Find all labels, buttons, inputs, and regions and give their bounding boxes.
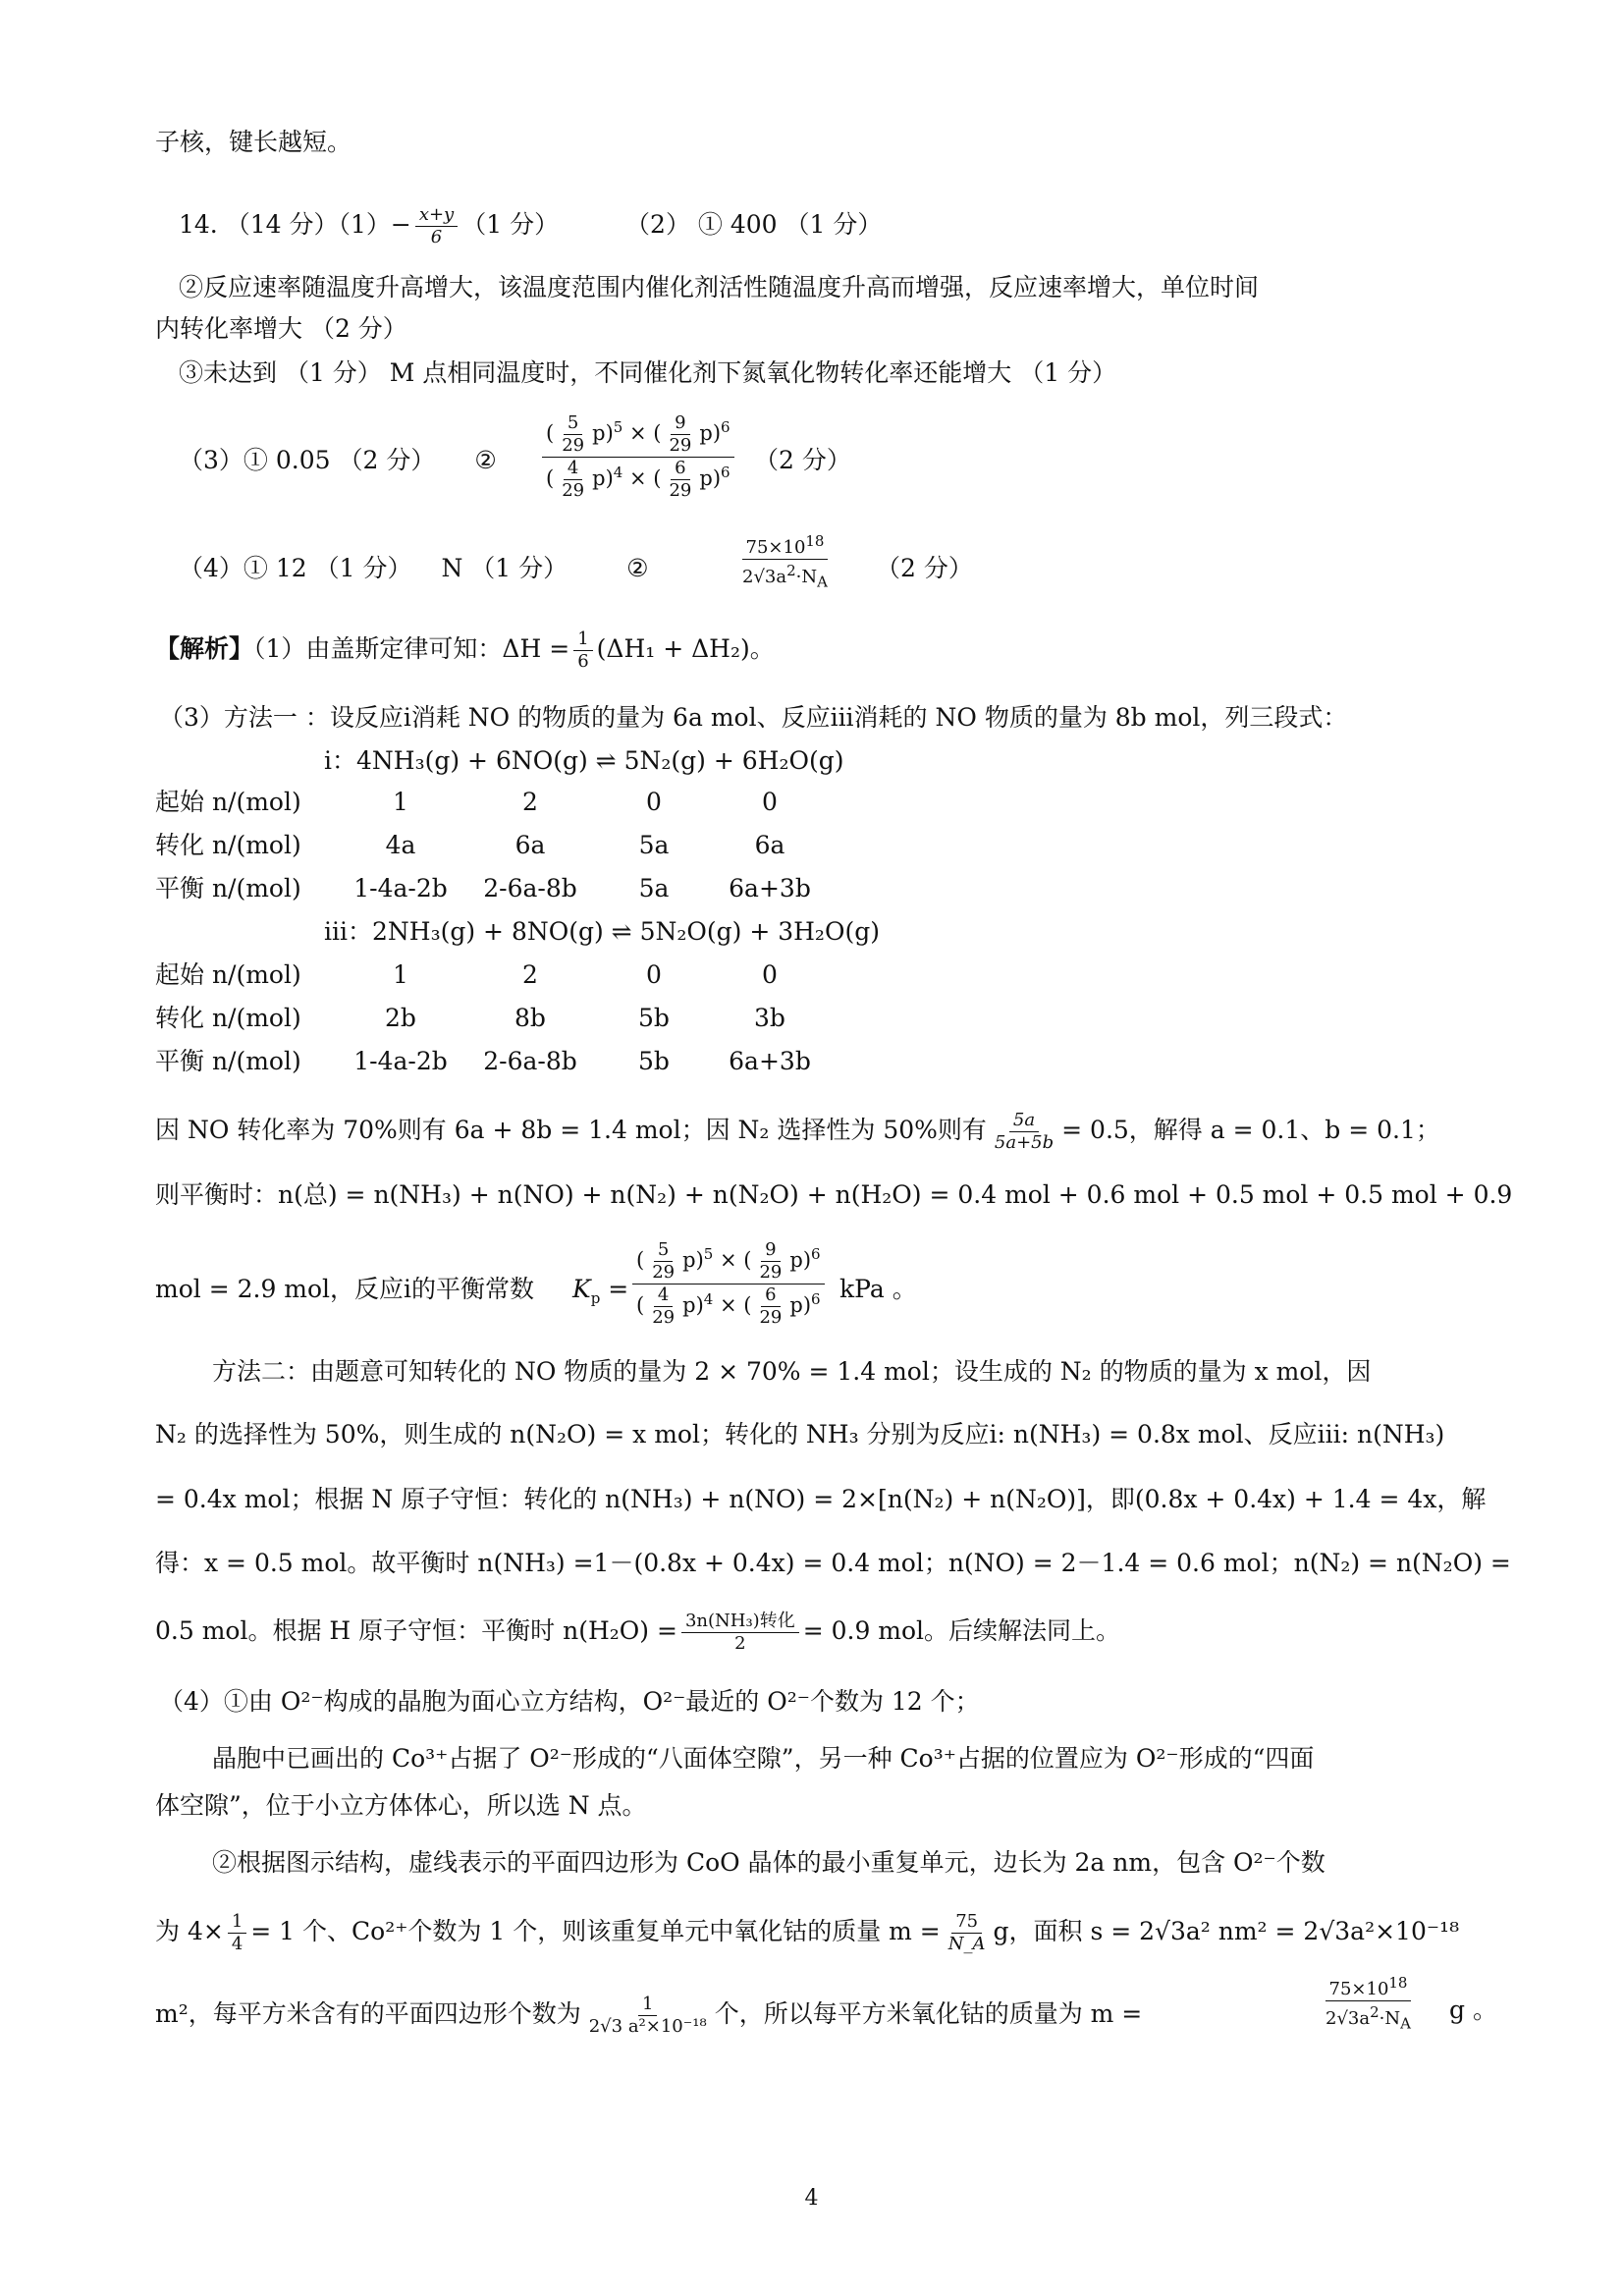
text-line: 得：x = 0.5 mol。故平衡时 n(NH₃) =1－(0.8x + 0.4x) = 0.4 mol；n(NO) = 2－1.4 = 0.6 mol；n(N₂) = n(N₂O) = [155, 1549, 1511, 1577]
table-cell: 5b [638, 1047, 670, 1075]
text-line: = 0.4x mol；根据 N 原子守恒：转化的 n(NH₃) + n(NO) = 2×[n(N₂) + n(N₂O)]，即(0.8x + 0.4x) + 1.4 = 4x，解 [155, 1485, 1487, 1513]
fraction: $\frac{x+y}{6}$ [415, 204, 458, 248]
table-cell: 1 [393, 788, 408, 816]
text-line: ②根据图示结构，虚线表示的平面四边形为 CoO 晶体的最小重复单元，边长为 2a nm，包含 O²⁻个数 [212, 1848, 1325, 1877]
mass-fraction-2: $\frac{75\times 10^{18}}{2√3a^2\cdot N_A}$ [1325, 1974, 1411, 2033]
text-line: （4）①由 O²⁻构成的晶胞为面心立方结构，O²⁻最近的 O²⁻个数为 12 个； [159, 1687, 980, 1716]
fraction: $\frac{1}{6}$ [573, 629, 592, 673]
fraction: $\frac{\text{3n(NH₃)转化}}{2}$ [681, 1611, 799, 1655]
table-cell: 2-6a-8b [483, 874, 577, 902]
score: （2 分） [876, 554, 973, 582]
table-row-label: 转化 n/(mol) [155, 831, 301, 859]
text-line: ③未达到 （1 分） M 点相同温度时，不同催化剂下氮氧化物转化率还能增大 （1 分） [179, 358, 1117, 387]
kp-fraction: ( $\frac{5}{29}$ p)$^5$ × ( $\frac{9}{29}$ p)$^6$ ( $\frac{4}{29}$ p)$^4$ × ( $\frac{6}{29}$ p)$^6$ [542, 412, 734, 502]
text-line: （3）方法一 ：设反应i消耗 NO 的物质的量为 6a mol、反应iii消耗的 NO 物质的量为 8b mol，列三段式： [159, 703, 1348, 732]
text-line: 体空隙”，位于小立方体体心，所以选 N 点。 [155, 1791, 647, 1820]
text-line: 子核，键长越短。 [155, 128, 352, 156]
fraction: $\frac{75}{N\_A}$ [947, 1911, 986, 1954]
table-cell: 0 [762, 960, 778, 989]
text-line: ②反应速率随温度升高增大，该温度范围内催化剂活性随温度升高而增强，反应速率增大，单位时间 [179, 273, 1260, 301]
conversion-line: 因 NO 转化率为 70%则有 6a + 8b = 1.4 mol；因 N₂ 选择性为 50%则有 $\frac{5a}{5a+5b}$ = 0.5，解得 a = 0.1、b = 0.1； [155, 1110, 1440, 1153]
table-cell: 0 [646, 960, 662, 989]
table-cell: 5a [638, 874, 670, 902]
fraction: $\frac{1}{\text{2√3 a²×10⁻¹⁸}}$ [588, 1994, 707, 2037]
text-line: 0.5 mol。根据 H 原子守恒：平衡时 n(H₂O) = $\frac{\text{3n(NH₃)转化}}{2}$ = 0.9 mol。后续解法同上。 [155, 1611, 1121, 1654]
mass-fraction: $\frac{75\times 10^{18}}{2√3a^2\cdot N_A}$ [742, 532, 828, 591]
text-line: 方法二：由题意可知转化的 NO 物质的量为 2 × 70% = 1.4 mol；设生成的 N₂ 的物质的量为 x mol，因 [212, 1357, 1372, 1386]
document-page: 子核，键长越短。 14. （14 分）（1）− $\frac{x+y}{6}$ （1 分） （2） ① 400 （1 分） ②反应速率随温度升高增大，该温度范围内催化剂活性随温度升高而增强，反应速率增大，单位时间 内转化率增大 （2 分） ③未达到 （1 分） M 点相同温度时，不同催化剂下氮氧化物转化率还能增大 （1 分） （3）① 0.05 （2 分） ② ( $\frac{5}{29}$ p)$^5$ × ( $\frac{9}{29}$ p)$^6$ ( $\frac{4}{29}$ p)$^4$ × ( $\frac{6}{29}$ p)$^6$ （2 分） （4）① 12 （1 分） N （1 分） ② $\frac{75\times 10^{18}}{2√3a^2\cdot N_A}$ （2 分） 【解析】（1）由盖斯定律可知：ΔH = $\frac{1}{6}$ (ΔH₁ + ΔH₂)。 （3）方法一 ：设反应i消耗 NO 的物质的量为 6a mol、反应iii消耗的 NO 物质的量为 8b mol，列三段式： i：4NH₃(g) + 6NO(g) ⇌ 5N₂(g) + 6H₂O(g) 起始 n/(mol) 1 2 0 0 转化 n/(mol) 4a 6a 5a 6a 平衡 n/(mol) 1-4a-2b 2-6a-8b 5a 6a+3b iii：2NH₃(g) + 8NO(g) ⇌ 5N₂O(g) + 3H₂O(g) 起始 n/(mol) 1 2 0 0 转化 n/(mol) 2b 8b 5b 3b 平衡 n/(mol) 1-4a-2b 2-6a-8b 5b 6a+3b 因 NO 转化率为 70%则有 6a + 8b = 1.4 mol；因 N₂ 选择性为 50%则有 $\frac{5a}{5a+5b}$ = 0.5，解得 a = 0.1、b = 0.1； 则平衡时：n(总) = n(NH₃) + n(NO) + n(N₂) + n(N₂O) + n(H₂O) = 0.4 mol + 0.6 mol + 0.5 mol + 0.5 mol + 0.9 mol = 2.9 mol，反应i的平衡常数 $K_p$ = ( $\frac{5}{29}$ p)$^5$ × ( $\frac{9}{29}$ p)$^6$ ( $\frac{4}{29}$ p)$^4$ × ( $\frac{6}{29}$ p)$^6$ kPa 。 方法二：由题意可知转化的 NO 物质的量为 2 × 70% = 1.4 mol；设生成的 N₂ 的物质的量为 x mol，因 N₂ 的选择性为 50%，则生成的 n(N₂O) = x mol；转化的 NH₃ 分别为反应i: n(NH₃) = 0.8x mol、反应iii: n(NH₃) = 0.4x mol；根据 N 原子守恒：转化的 n(NH₃) + n(NO) = 2×[n(N₂) + n(N₂O)]，即(0.8x + 0.4x) + 1.4 = 4x，解 得：x = 0.5 mol。故平衡时 n(NH₃) =1－(0.8x + 0.4x) = 0.4 mol；n(NO) = 2－1.4 = 0.6 mol；n(N₂) = n(N₂O) = 0.5 mol。根据 H 原子守恒：平衡时 n(H₂O) = $\frac{\text{3n(NH₃)转化}}{2}$ = 0.9 mol。后续解法同上。 （4）①由 O²⁻构成的晶胞为面心立方结构，O²⁻最近的 O²⁻个数为 12 个； 晶胞中已画出的 Co³⁺占据了 O²⁻形成的“八面体空隙”，另一种 Co³⁺占据的位置应为 O²⁻形成的“四面 体空隙”，位于小立方体体心，所以选 N 点。 ②根据图示结构，虚线表示的平面四边形为 CoO 晶体的最小重复单元，边长为 2a nm，包含 O²⁻个数 为 4× $\frac{1}{4}$ = 1 个、Co²⁺个数为 1 个，则该重复单元中氧化钴的质量 m = $\frac{75}{N\_A}$ g，面积 s = 2√3a² nm² = 2√3a²×10⁻¹⁸ m²，每平方米含有的平面四边形个数为 $\frac{1}{\text{2√3 a²×10⁻¹⁸}}$ 个，所以每平方米氧化钴的质量为 m = $\frac{75\times 10^{18}}{2√3a^2\cdot N_A}$ g 。 4 [0, 0, 1623, 2296]
kp-line: mol = 2.9 mol，反应i的平衡常数 [155, 1275, 535, 1303]
page-number: 4 [804, 2186, 819, 2211]
question-14-header: 14. （14 分）（1）− $\frac{x+y}{6}$ （1 分） （2） ① 400 （1 分） [179, 204, 883, 247]
table-cell: 2b [385, 1004, 416, 1032]
score: （2 分） [754, 446, 851, 474]
table-cell: 3b [754, 1004, 785, 1032]
table-cell: 8b [514, 1004, 546, 1032]
table-cell: 2-6a-8b [483, 1047, 577, 1075]
table-cell: 2 [522, 960, 538, 989]
text-line: 则平衡时：n(总) = n(NH₃) + n(NO) + n(N₂) + n(N₂O) + n(H₂O) = 0.4 mol + 0.6 mol + 0.5 mol + 0.5 mol + 0.9 [155, 1180, 1513, 1209]
table-cell: 6a [754, 831, 785, 859]
table-cell: 0 [762, 788, 778, 816]
text-line: N₂ 的选择性为 50%，则生成的 n(N₂O) = x mol；转化的 NH₃ 分别为反应i: n(NH₃) = 0.8x mol、反应iii: n(NH₃) [155, 1420, 1445, 1449]
text-line: 为 4× $\frac{1}{4}$ = 1 个、Co²⁺个数为 1 个，则该重复单元中氧化钴的质量 m = $\frac{75}{N\_A}$ g，面积 s = 2√3a² nm² = 2√3a²×10⁻¹⁸ [155, 1911, 1460, 1954]
text-line: 晶胞中已画出的 Co³⁺占据了 O²⁻形成的“八面体空隙”，另一种 Co³⁺占据的位置应为 O²⁻形成的“四面 [212, 1744, 1315, 1773]
table-cell: 2 [522, 788, 538, 816]
table-cell: 6a+3b [729, 1047, 811, 1075]
answer-3: （3）① 0.05 （2 分） ② [179, 446, 497, 474]
table-row-label: 转化 n/(mol) [155, 1004, 301, 1032]
answer-4: （4）① 12 （1 分） N （1 分） ② [179, 554, 649, 582]
table-cell: 4a [385, 831, 416, 859]
text-line: m²，每平方米含有的平面四边形个数为 $\frac{1}{\text{2√3 a²×10⁻¹⁸}}$ 个，所以每平方米氧化钴的质量为 m = [155, 1994, 1143, 2037]
fraction: $\frac{1}{4}$ [228, 1911, 246, 1955]
analysis-1: 【解析】（1）由盖斯定律可知：ΔH = $\frac{1}{6}$ (ΔH₁ + ΔH₂)。 [155, 629, 775, 672]
reaction-i: i：4NH₃(g) + 6NO(g) ⇌ 5N₂(g) + 6H₂O(g) [324, 746, 844, 775]
table-row-label: 平衡 n/(mol) [155, 1047, 301, 1075]
table-cell: 1 [393, 960, 408, 989]
table-cell: 1-4a-2b [353, 1047, 448, 1075]
table-row-label: 起始 n/(mol) [155, 788, 301, 816]
table-row-label: 平衡 n/(mol) [155, 874, 301, 902]
kp-fraction-2: ( $\frac{5}{29}$ p)$^5$ × ( $\frac{9}{29}$ p)$^6$ ( $\frac{4}{29}$ p)$^4$ × ( $\frac{6}{29}$ p)$^6$ [632, 1239, 825, 1329]
table-cell: 1-4a-2b [353, 874, 448, 902]
table-cell: 6a [514, 831, 546, 859]
text-line: 内转化率增大 （2 分） [155, 314, 407, 343]
fraction: $\frac{5a}{5a+5b}$ [994, 1110, 1055, 1153]
table-cell: 0 [646, 788, 662, 816]
table-row-label: 起始 n/(mol) [155, 960, 301, 989]
table-cell: 6a+3b [729, 874, 811, 902]
table-cell: 5a [638, 831, 670, 859]
reaction-iii: iii：2NH₃(g) + 8NO(g) ⇌ 5N₂O(g) + 3H₂O(g) [324, 917, 880, 946]
table-cell: 5b [638, 1004, 670, 1032]
